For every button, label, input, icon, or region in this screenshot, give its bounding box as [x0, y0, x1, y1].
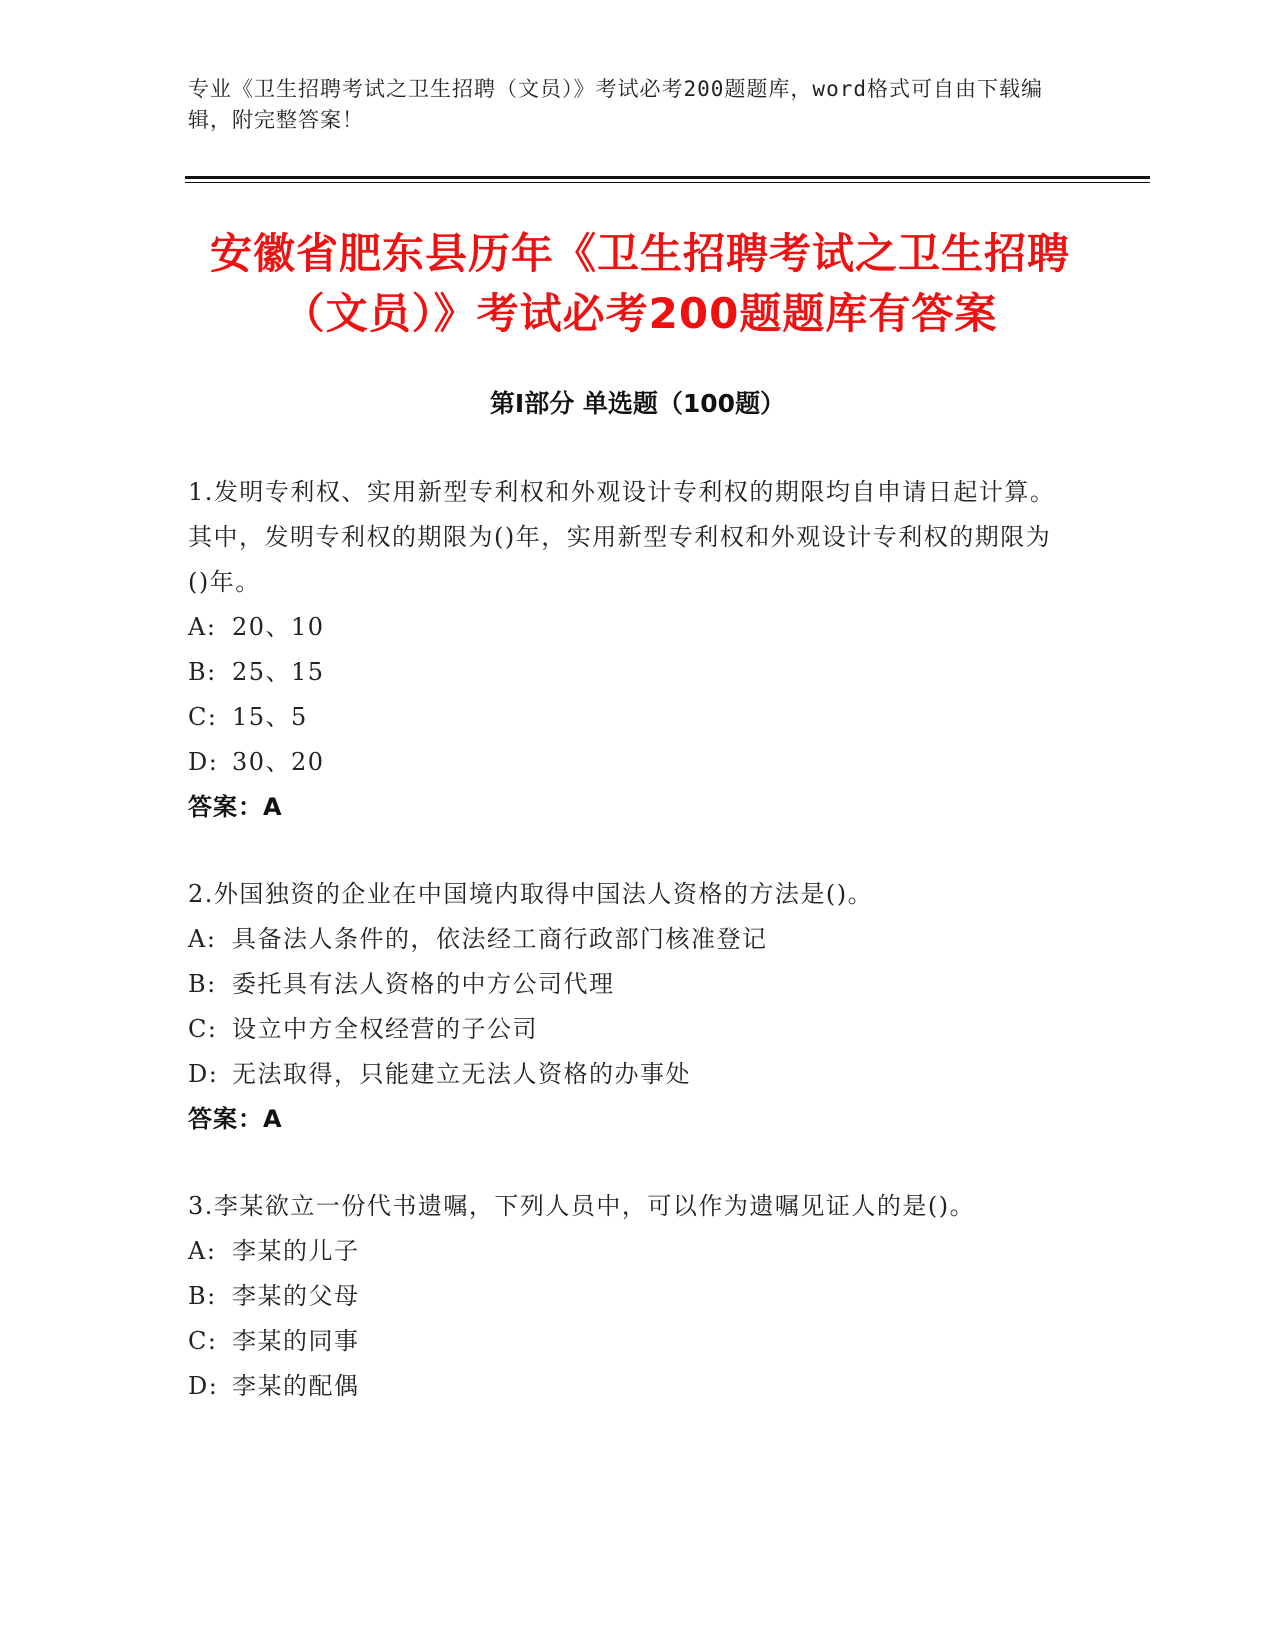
question-stem: 1.发明专利权、实用新型专利权和外观设计专利权的期限均自申请日起计算。其中，发明专利权的期限为()年，实用新型专利权和外观设计专利权的期限为()年。 — [188, 478, 1056, 596]
option-c — [188, 695, 1068, 740]
option-d — [188, 740, 1068, 785]
option-a — [188, 605, 1068, 650]
document-title: 安徽省肥东县历年《卫生招聘考试之卫生招聘（文员）》考试必考200题题库有答案 — [209, 229, 1070, 338]
option-label: D: — [188, 1372, 219, 1400]
option-text: 李某的配偶 — [232, 1372, 360, 1400]
option-text: 李某的父母 — [232, 1282, 360, 1310]
option-text: 15、5 — [232, 703, 308, 731]
option-b — [188, 962, 1068, 1007]
option-a — [188, 917, 1068, 962]
option-b — [188, 650, 1068, 695]
question-3 — [188, 1184, 1068, 1409]
option-label: D: — [188, 1060, 219, 1088]
answer: 答案：A — [188, 793, 283, 821]
option-text: 委托具有法人资格的中方公司代理 — [232, 970, 615, 998]
option-label: C: — [188, 703, 218, 731]
option-d — [188, 1052, 1068, 1097]
option-b — [188, 1274, 1068, 1319]
header-note: 专业《卫生招聘考试之卫生招聘（文员）》考试必考200题题库，word格式可自由下载编辑，附完整答案！ — [188, 77, 1043, 132]
option-text: 李某的同事 — [232, 1327, 360, 1355]
question-1 — [188, 470, 1068, 830]
option-label: B: — [188, 658, 217, 686]
option-label: B: — [188, 1282, 217, 1310]
option-label: C: — [188, 1015, 218, 1043]
option-text: 20、10 — [232, 613, 325, 641]
answer: 答案：A — [188, 1105, 283, 1133]
option-c — [188, 1319, 1068, 1364]
option-d — [188, 1364, 1068, 1409]
option-text: 李某的儿子 — [232, 1237, 360, 1265]
option-text: 设立中方全权经营的子公司 — [232, 1015, 538, 1043]
header-divider-thick — [185, 176, 1150, 179]
option-text: 30、20 — [232, 748, 325, 776]
question-stem: 2.外国独资的企业在中国境内取得中国法人资格的方法是()。 — [188, 880, 874, 908]
option-label: A: — [188, 1237, 217, 1265]
option-label: C: — [188, 1327, 218, 1355]
question-list — [188, 470, 1068, 1451]
option-label: A: — [188, 613, 217, 641]
option-text: 具备法人条件的，依法经工商行政部门核准登记 — [232, 925, 768, 953]
option-label: B: — [188, 970, 217, 998]
option-a — [188, 1229, 1068, 1274]
option-label: A: — [188, 925, 217, 953]
option-text: 25、15 — [232, 658, 325, 686]
section-title: 第I部分 单选题（100题） — [489, 389, 786, 418]
option-label: D: — [188, 748, 219, 776]
option-c — [188, 1007, 1068, 1052]
question-stem: 3.李某欲立一份代书遗嘱，下列人员中，可以作为遗嘱见证人的是()。 — [188, 1192, 976, 1220]
question-2 — [188, 872, 1068, 1142]
header-divider-thin — [185, 182, 1150, 183]
option-text: 无法取得，只能建立无法人资格的办事处 — [232, 1060, 691, 1088]
